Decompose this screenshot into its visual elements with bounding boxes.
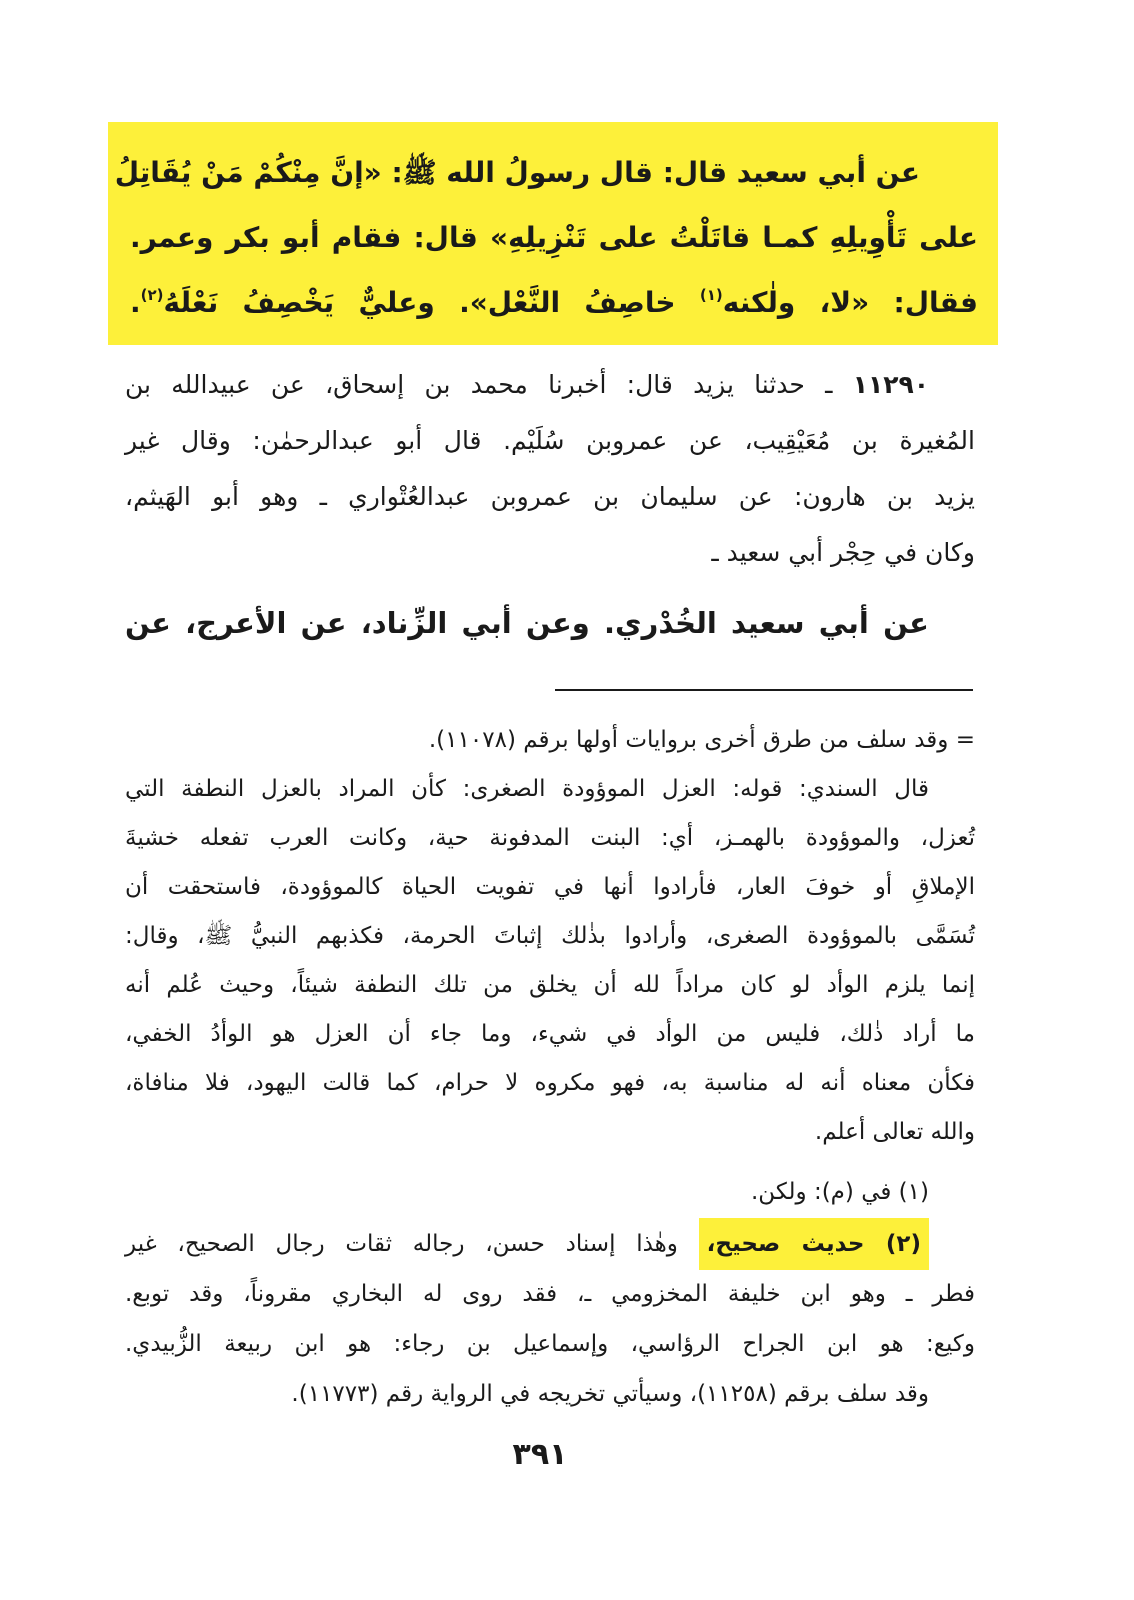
highlighted-text: خاصِفُ النَّعْل». وعليٌّ يَخْصِفُ نَعْلَهُ: [163, 286, 700, 319]
footnote-line: فكأن معناه أنه له مناسبة به، فهو مكروه لا حرام، كما قالت اليهود، فلا منافاة،: [125, 1070, 975, 1096]
hadith-number: ١١٢٩٠: [852, 370, 929, 399]
footnote-line: فطر ـ وهو ابن خليفة المخزومي ـ، فقد روى له البخاري مقروناً، وقد توبع.: [125, 1281, 975, 1307]
hadith-line: يزيد بن هارون: عن سليمان بن عمروبن عبدالعُتْواري ـ وهو أبو الهَيثم،: [125, 482, 975, 511]
footnote-line: الإملاقِ أو خوفَ العار، فأرادوا أنها في تفويت الحياة كالموؤودة، فاستحقت أن: [125, 874, 975, 900]
highlighted-line: على تَأْوِيلِهِ كمـا قاتَلْتُ على تَنْزِيلِهِ» قال: فقام أبو بكر وعمر.: [130, 221, 978, 254]
highlighted-line: عن أبي سعيد قال: قال رسولُ الله ﷺ: «إنَّ مِنْكُمْ مَنْ يُقَاتِلُ: [114, 156, 920, 189]
hadith-matn: [125, 591, 975, 655]
footnote-line: والله تعالى أعلم.: [814, 1119, 975, 1145]
footnote-line: وقد سلف برقم (١١٢٥٨)، وسيأتي تخريجه في الرواية رقم (١١٧٧٣).: [291, 1381, 929, 1407]
footnote-line: تُسَمَّى بالموؤودة الصغرى، وأرادوا بذٰلك إثباتَ الحرمة، فكذبهم النبيُّ ﷺ، وقال:: [125, 923, 975, 949]
footnote-line: (١) في (م): ولكن.: [751, 1179, 929, 1205]
hadith-line: وكان في حِجْر أبي سعيد ـ: [711, 538, 975, 567]
footnote-2-highlighted: (٢) حديث صحيح،: [699, 1218, 929, 1270]
footnote-line: قال السندي: قوله: العزل الموؤودة الصغرى: كأن المراد بالعزل النطفة التي: [125, 776, 929, 802]
footnote-ref-1: (١): [699, 286, 723, 304]
highlighted-text: فقال: «لا، ولٰكنه: [722, 286, 978, 319]
matn-line: عن أبي سعيد الخُدْري. وعن أبي الزِّناد، عن الأعرج، عن: [125, 606, 929, 640]
footnote-line: ما أراد ذٰلك، فليس من الوأد في شيء، وما جاء أن العزل هو الوأدُ الخفي،: [125, 1021, 975, 1047]
footnote-1: [125, 1168, 975, 1217]
footnote-line: إنما يلزم الوأد لو كان مراداً لله أن يخلق من تلك النطفة شيئاً، وحيث عُلم أنه: [125, 972, 975, 998]
footnote-line: [125, 1219, 975, 1269]
highlighted-text: .: [130, 286, 141, 319]
footnote-line: = وقد سلف من طرق أخرى بروايات أولها برقم (١١٠٧٨).: [428, 727, 975, 753]
footnote-separator: [555, 689, 973, 691]
footnote-ref-2: (٢): [140, 286, 164, 304]
highlighted-passage: [108, 122, 998, 345]
footnote-text: وهٰذا إسناد حسن، رجاله ثقات رجال الصحيح، غير: [125, 1231, 699, 1257]
hadith-entry: [125, 357, 975, 581]
hadith-line: المُغيرة بن مُعَيْقِيب، عن عمروبن سُلَيْم. قال أبو عبدالرحمٰن: وقال غير: [125, 426, 975, 455]
hadith-line: [125, 357, 975, 413]
page-number: ٣٩١: [512, 1437, 568, 1472]
footnote-2: [125, 1219, 975, 1419]
highlighted-line: [130, 270, 978, 335]
footnote-line: وكيع: هو ابن الجراح الرؤاسي، وإسماعيل بن رجاء: هو ابن ربيعة الزُّبيدي.: [125, 1331, 975, 1357]
footnotes-continued: [125, 716, 975, 1157]
footnote-line: تُعزل، والموؤودة بالهمـز، أي: البنت المدفونة حية، وكانت العرب تفعله خشيةَ: [125, 825, 975, 851]
hadith-text: ـ حدثنا يزيد قال: أخبرنا محمد بن إسحاق، عن عبيدالله بن: [125, 370, 853, 399]
